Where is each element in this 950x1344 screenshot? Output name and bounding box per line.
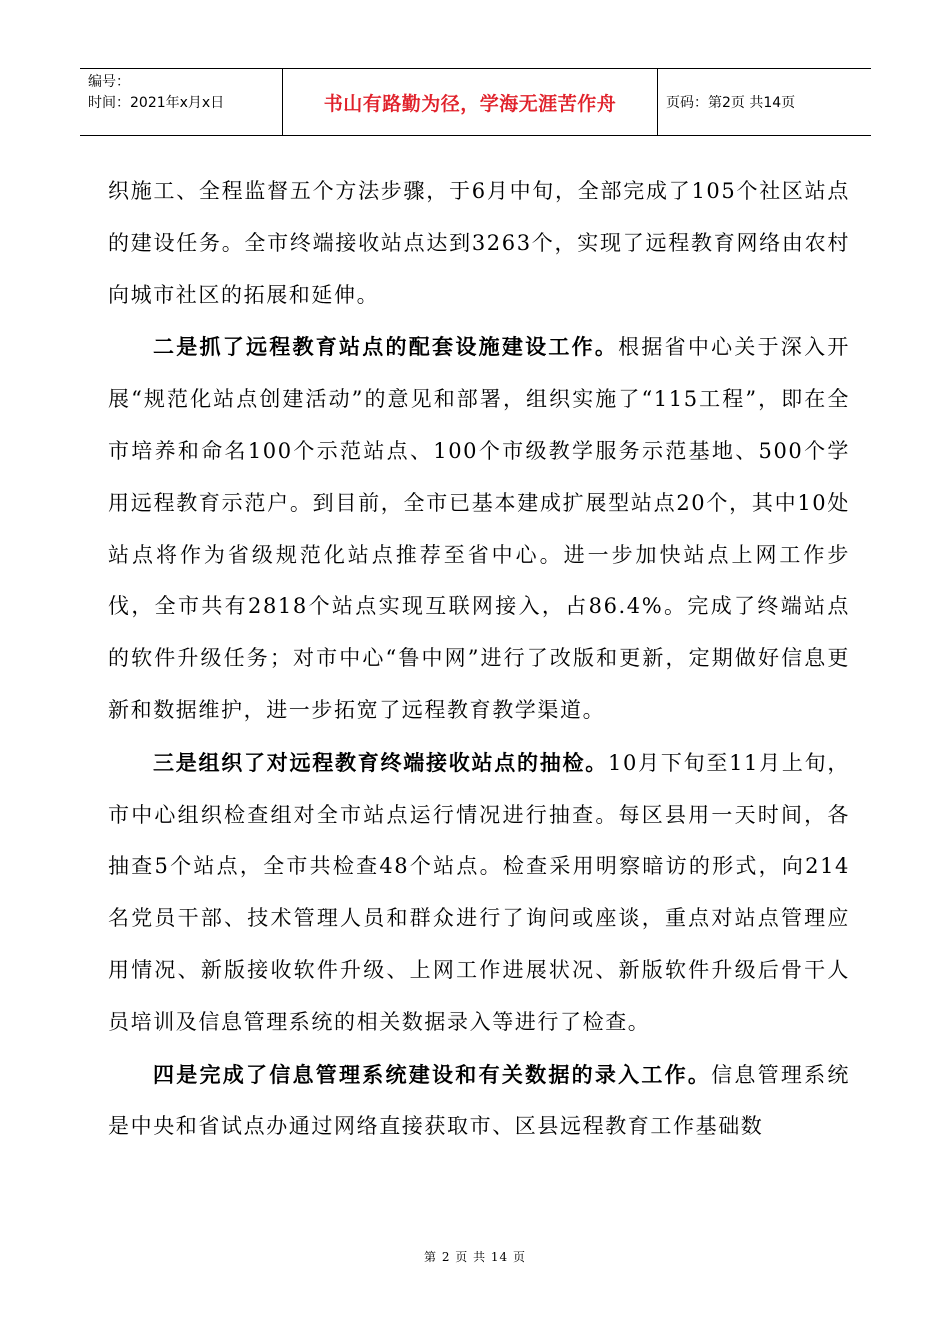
paragraph-heading: 二是抓了远程教育站点的配套设施建设工作。 [153, 334, 619, 360]
paragraph-inspection [108, 737, 850, 1049]
paragraph-text: 织施工、全程监督五个方法步骤，于6月中旬，全部完成了105个社区站点的建设任务。全市终端接收站点达到3263个，实现了远程教育网络由农村向城市社区的拓展和延伸。 [108, 179, 850, 307]
header-meta-cell [80, 69, 283, 135]
document-body [108, 166, 850, 1153]
paragraph-text: 信息管理系统是中央和省试点办通过网络直接获取市、区县远程教育工作基础数 [108, 1062, 850, 1139]
paragraph-heading: 四是完成了信息管理系统建设和有关数据的录入工作。 [153, 1061, 712, 1087]
paragraph-continuation [108, 166, 850, 321]
paragraph-heading: 三是组织了对远程教育终端接收站点的抽检。 [153, 749, 608, 775]
paragraph-facilities [108, 321, 850, 736]
header-page-info: 页码：第2页 共14页 [666, 95, 796, 111]
header-motto: 书山有路勤为径，学海无涯苦作舟 [283, 69, 658, 135]
paragraph-info-system [108, 1049, 850, 1154]
document-number-label: 编号： [88, 74, 130, 90]
paragraph-text: 根据省中心关于深入开展“规范化站点创建活动”的意见和部署，组织实施了“115工程”，即在全市培养和命名100个示范站点、100个市级教学服务示范基地、500个学用远程教育示范户。到目前，全市已基本建成扩展型站点20个，其中10处站点将作为省级规范化站点推荐至省中心。进一步加快站点上网工作步伐，全市共有2818个站点实现互联网接入，占86.4%。完成了终端站点的软件升级任务；对市中心“鲁中网”进行了改版和更新，定期做好信息更新和数据维护，进一步拓宽了远程教育教学渠道。 [108, 335, 851, 722]
page-header [80, 68, 871, 136]
paragraph-text: 10月下旬至11月上旬，市中心组织检查组对全市站点运行情况进行抽查。每区县用一天时间，各抽查5个站点，全市共检查48个站点。检查采用明察暗访的形式，向214名党员干部、技术管理人员和群众进行了询问或座谈，重点对站点管理应用情况、新版接收软件升级、上网工作进展状况、新版软件升级后骨干人员培训及信息管理系统的相关数据录入等进行了检查。 [108, 750, 850, 1034]
document-time-label: 时间：2021年x月x日 [88, 95, 225, 111]
page-footer: 第 2 页 共 14 页 [424, 1250, 526, 1264]
